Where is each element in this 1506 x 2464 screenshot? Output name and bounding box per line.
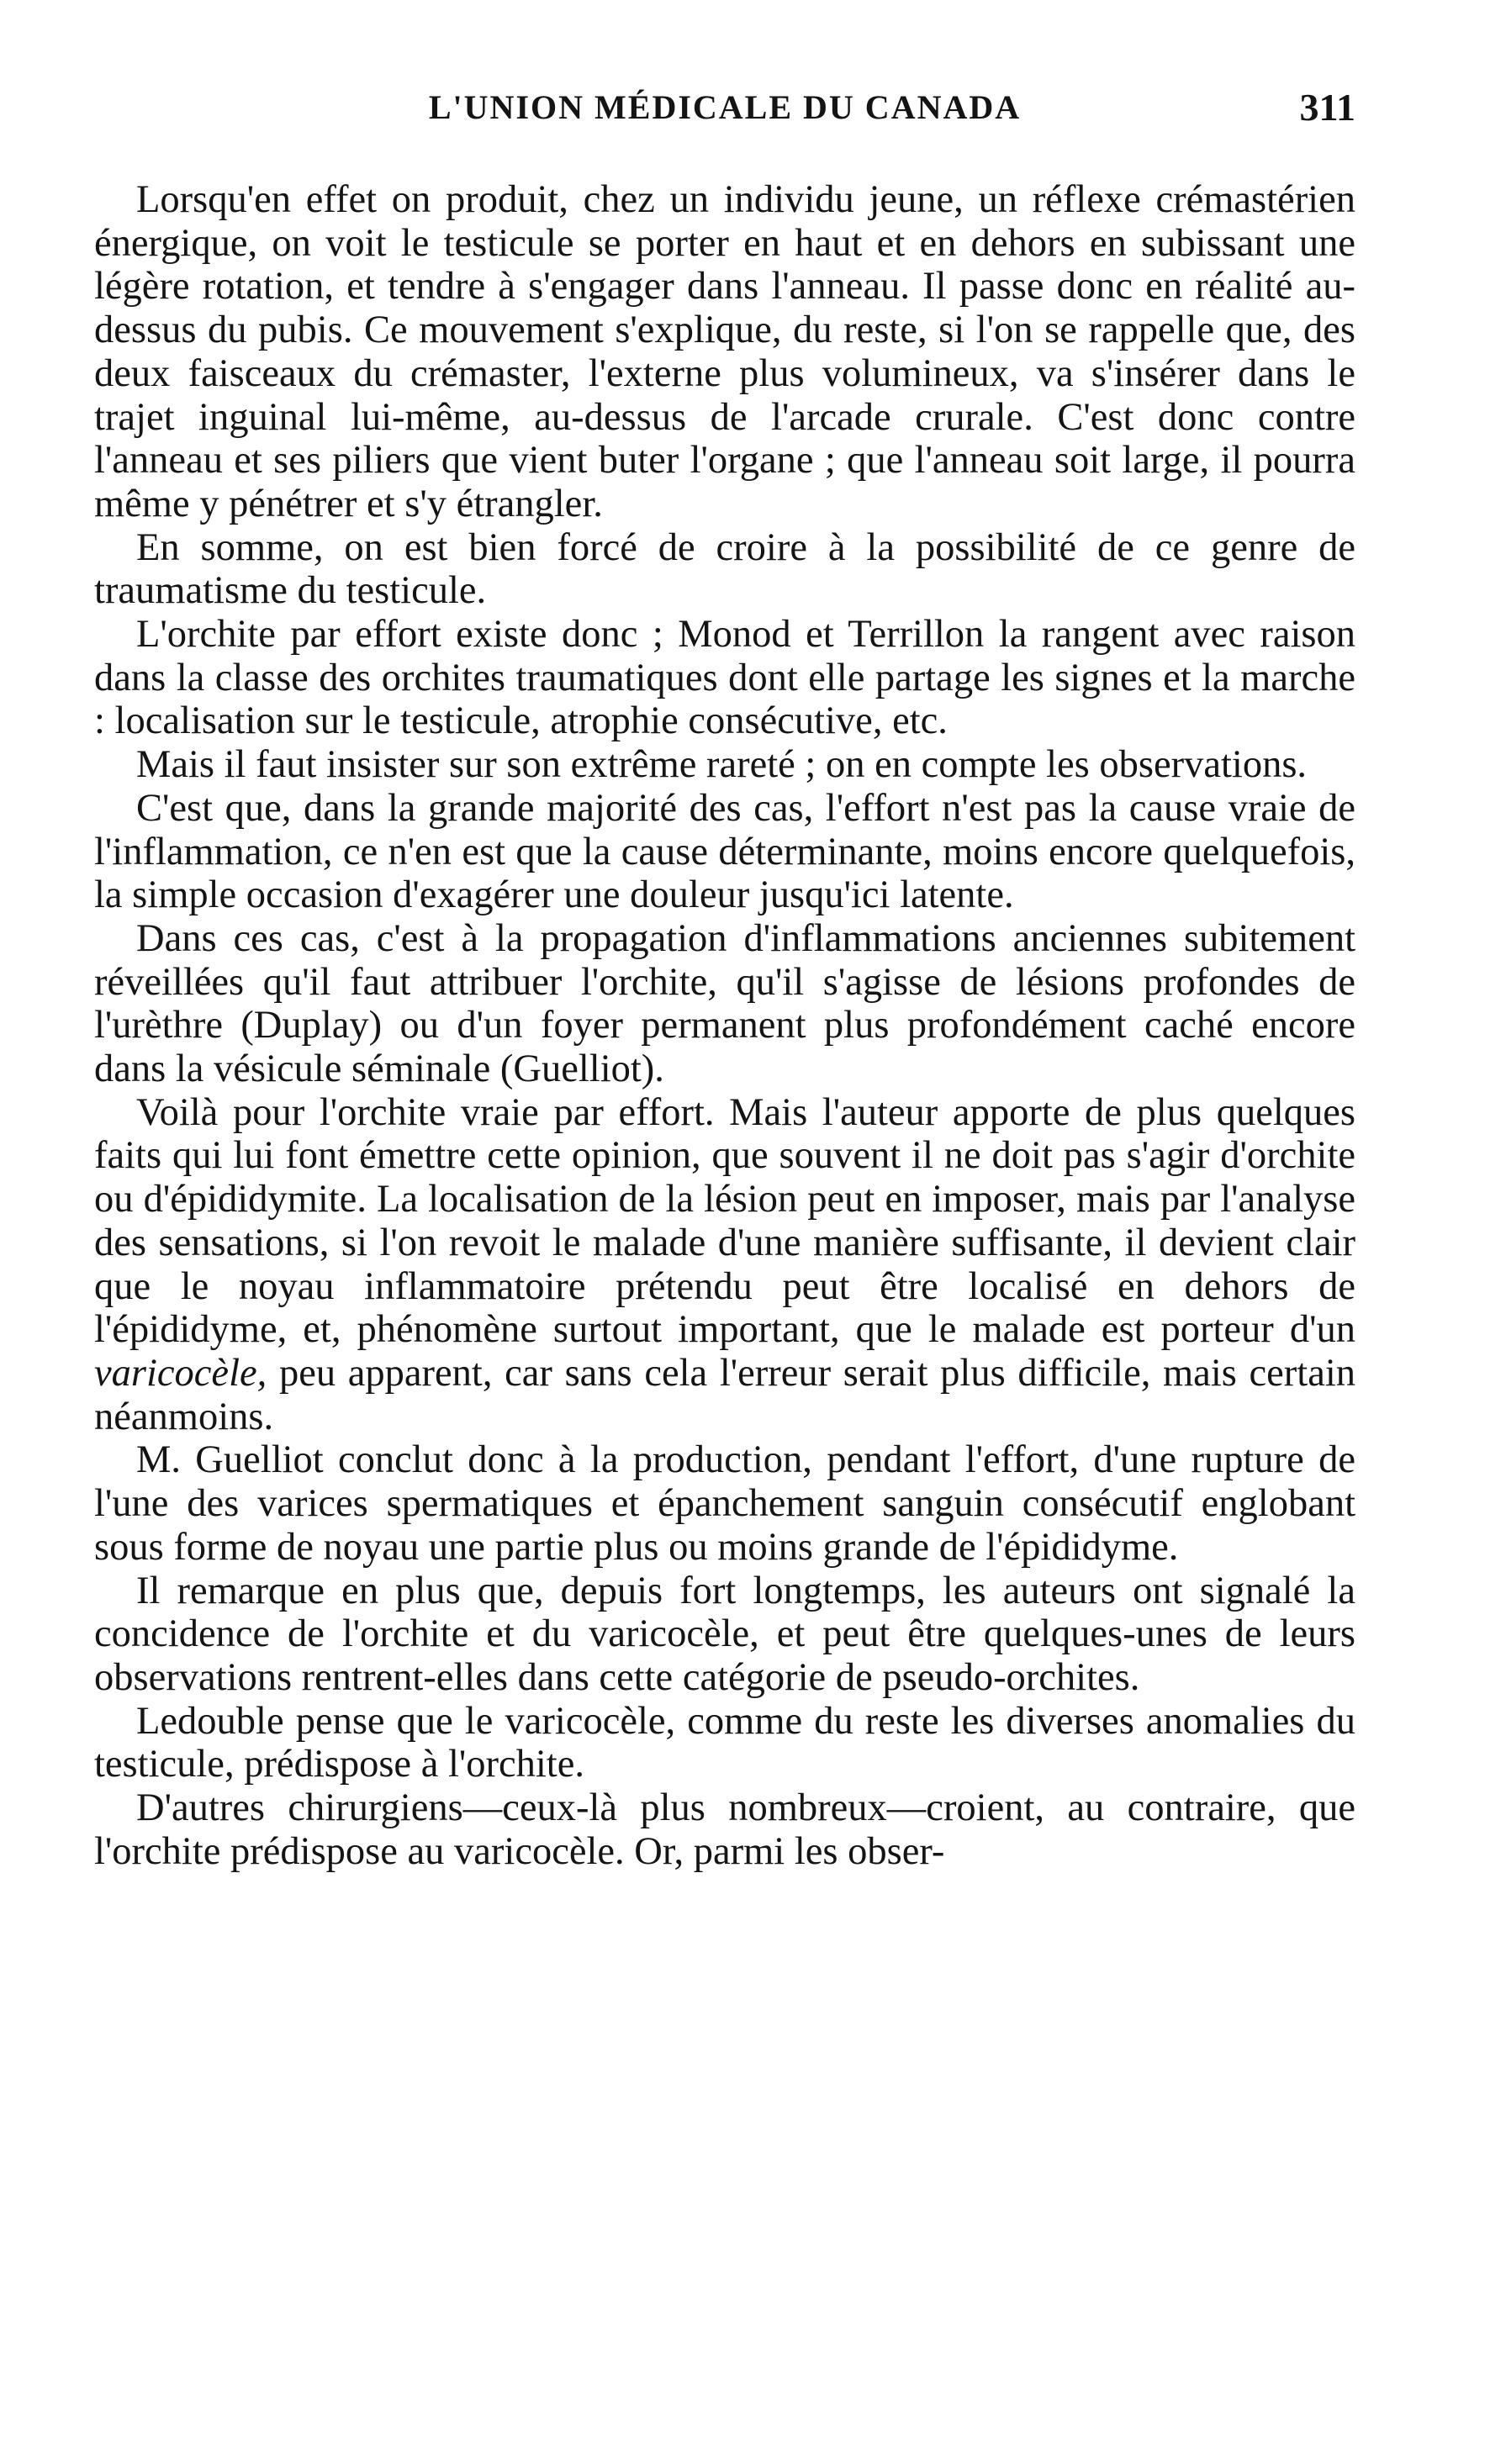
orchite-vraie-text-end: peu apparent, car sans cela l'erreur serait plus difficile, mais certain néanmoins. <box>94 1351 1355 1438</box>
paragraph-guelliot-conclut: M. Guelliot conclut donc à la production, pendant l'effort, d'une rupture de l'une des varices spermatiques et épanchement sanguin consécutif englobant sous forme de noyau une partie plus ou moins grande de l'épididyme. <box>94 1438 1355 1569</box>
paragraph-reflexe-cremasterien: Lorsqu'en effet on produit, chez un individu jeune, un réflexe crémastérien énergique, on voit le testicule se porter en haut et en dehors en subissant une légère rotation, et tendre à s'engager dans l'anneau. Il passe donc en réalité au-dessus du pubis. Ce mouvement s'explique, du reste, si l'on se rappelle que, des deux faisceaux du crémaster, l'externe plus volumineux, va s'insérer dans le trajet inguinal lui-même, au-dessus de l'arcade crurale. C'est donc contre l'anneau et ses piliers que vient buter l'organe ; que l'anneau soit large, il pourra même y pénétrer et s'y étrangler. <box>94 178 1355 525</box>
paragraph-autres-chirurgiens: D'autres chirurgiens—ceux-là plus nombreux—croient, au contraire, que l'orchite prédispose au varicocèle. Or, parmi les obser- <box>94 1786 1355 1873</box>
paragraph-orchite-par-effort: L'orchite par effort existe donc ; Monod et Terrillon la rangent avec raison dans la classe des orchites traumatiques dont elle partage les signes et la marche : localisation sur le testicule, atrophie consécutive, etc. <box>94 613 1355 743</box>
varicocele-italic: varicocèle, <box>94 1351 267 1395</box>
running-head <box>94 82 1355 133</box>
paragraph-propagation: Dans ces cas, c'est à la propagation d'inflammations anciennes subitement réveillées qu'il faut attribuer l'orchite, qu'il s'agisse de lésions profondes de l'urèthre (Duplay) ou d'un foyer permanent plus profondément caché encore dans la vésicule séminale (Guelliot). <box>94 916 1355 1091</box>
paragraph-en-somme: En somme, on est bien forcé de croire à la possibilité de ce genre de traumatisme du testicule. <box>94 525 1355 613</box>
paragraph-remarque: Il remarque en plus que, depuis fort longtemps, les auteurs ont signalé la concidence de l'orchite et du varicocèle, et peut être quelques-unes de leurs observations rentrent-elles dans cette catégorie de pseudo-orchites. <box>94 1569 1355 1699</box>
paragraph-ledouble: Ledouble pense que le varicocèle, comme du reste les diverses anomalies du testicule, prédispose à l'orchite. <box>94 1699 1355 1786</box>
running-title: L'UNION MÉDICALE DU CANADA <box>428 88 1022 126</box>
paragraph-majorite-des-cas: C'est que, dans la grande majorité des cas, l'effort n'est pas la cause vraie de l'inflammation, ce n'en est que la cause déterminante, moins encore quelquefois, la simple occasion d'exagérer une douleur jusqu'ici latente. <box>94 786 1355 917</box>
body-text <box>94 178 1355 1873</box>
paragraph-rarete: Mais il faut insister sur son extrême rareté ; on en compte les observations. <box>136 743 1308 787</box>
orchite-vraie-text-start: Voilà pour l'orchite vraie par effort. Mais l'auteur apporte de plus quelques faits qui lui font émettre cette opinion, que souvent il ne doit pas s'agir d'orchite ou d'épididymite. La localisation de la lésion peut en imposer, mais par l'analyse des sensations, si l'on revoit le malade d'une manière suffisante, il devient clair que le noyau inflammatoire prétendu peut être localisé en dehors de l'épididyme, et, phénomène surtout important, que le malade est porteur d'un <box>94 1090 1355 1352</box>
paragraph-orchite-vraie <box>94 1091 1355 1439</box>
page-number: 311 <box>1299 86 1355 129</box>
